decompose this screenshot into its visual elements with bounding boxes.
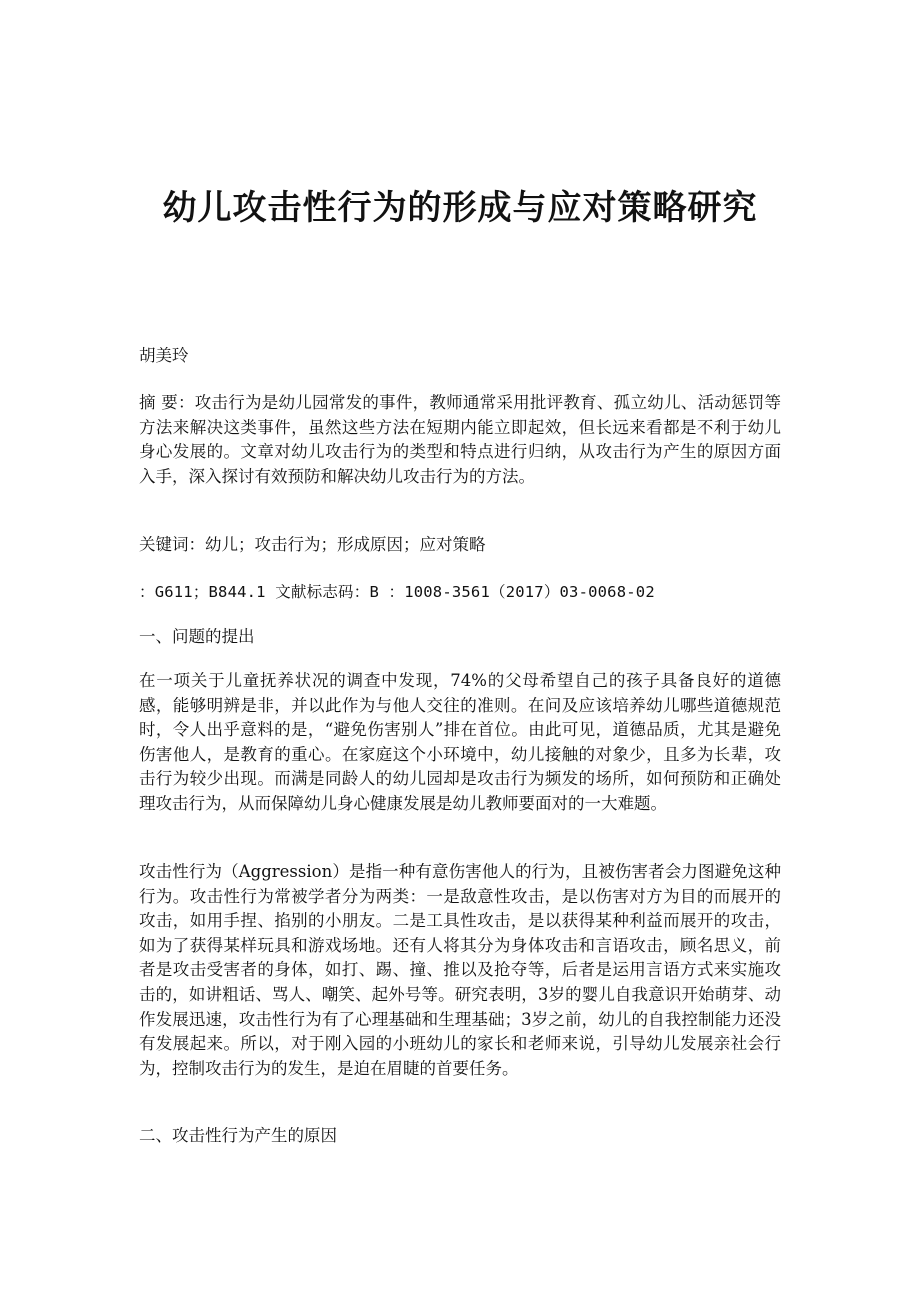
section-heading-1: 一、问题的提出 — [139, 627, 255, 646]
classification-line: ：G611；B844.1 文献标志码：B ：1008-3561（2017）03-0068-02 — [139, 583, 655, 601]
body-paragraph-2: 攻击性行为（Aggression）是指一种有意伤害他人的行为，且被伤害者会力图避免这种行为。攻击性行为常被学者分为两类：一是敌意性攻击，是以伤害对方为目的而展开的攻击，如用手捏、掐别的小朋友。二是工具性攻击，是以获得某种利益而展开的攻击，如为了获得某样玩具和游戏场地。还有人将其分为身体攻击和言语攻击，顾名思义，前者是攻击受害者的身体，如打、踢、撞、推以及抢夺等，后者是运用言语方式来实施攻击的，如讲粗话、骂人、嘲笑、起外号等。研究表明，3岁的婴儿自我意识开始萌芽、动作发展迅速，攻击性行为有了心理基础和生理基础；3岁之前，幼儿的自我控制能力还没有发展起来。所以，对于刚入园的小班幼儿的家长和老师来说，引导幼儿发展亲社会行为，控制攻击行为的发生，是迫在眉睫的首要任务。 — [139, 862, 781, 1078]
abstract-paragraph: 摘 要：攻击行为是幼儿园常发的事件，教师通常采用批评教育、孤立幼儿、活动惩罚等方法来解决这类事件，虽然这些方法在短期内能立即起效，但长远来看都是不利于幼儿身心发展的。文章对幼儿攻击行为的类型和特点进行归纳，从攻击行为产生的原因方面入手，深入探讨有效预防和解决幼儿攻击行为的方法。 — [139, 393, 781, 486]
body-paragraph-1: 在一项关于儿童抚养状况的调查中发现，74%的父母希望自己的孩子具备良好的道德感，能够明辨是非，并以此作为与他人交往的准则。在问及应该培养幼儿哪些道德规范时，令人出乎意料的是，“避免伤害别人”排在首位。由此可见，道德品质，尤其是避免伤害他人，是教育的重心。在家庭这个小环境中，幼儿接触的对象少，且多为长辈，攻击行为较少出现。而满是同龄人的幼儿园却是攻击行为频发的场所，如何预防和正确处理攻击行为，从而保障幼儿身心健康发展是幼儿教师要面对的一大难题。 — [139, 671, 781, 813]
author-name: 胡美玲 — [139, 346, 189, 365]
keywords-line: 关键词：幼儿；攻击行为；形成原因；应对策略 — [139, 535, 486, 554]
section-heading-2: 二、攻击性行为产生的原因 — [139, 1126, 337, 1145]
paper-title: 幼儿攻击性行为的形成与应对策略研究 — [162, 188, 758, 228]
